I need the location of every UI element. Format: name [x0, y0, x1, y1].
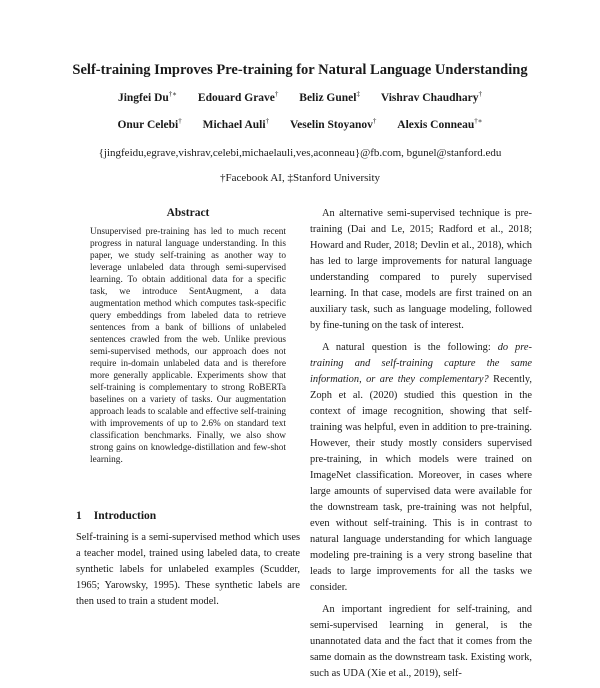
paragraph: Self-training is a semi-supervised method which uses a teacher model, trained using labeled data, to create synthetic labels for unlabeled examples (Scudder, 1965; Yarowsky, 1995). These synthetic labels are then used to train a student model.	[76, 532, 300, 607]
author: Alexis Conneau†∗	[397, 117, 483, 131]
right-column	[310, 206, 532, 688]
author: Michael Auli†	[202, 117, 270, 131]
research-question: do pre-training and self-training capture the same information, or are they complementary?	[310, 342, 532, 385]
author: Beliz Gunel‡	[299, 90, 360, 104]
introduction-text	[76, 530, 300, 610]
author-emails: {jingfeidu,egrave,vishrav,celebi,michaelauli,ves,aconneau}@fb.com, bgunel@stanford.edu	[98, 147, 502, 159]
paragraph: A natural question is the following: do pre-training and self-training capture the same information, or are they complementary? Recently, Zoph et al. (2020) studied this question in the context of image recognition, showing that self-training was helpful, even in addition to pre-training. However, their study mostly considers supervised pre-training, in which models were trained on ImageNet classification. Moreover, in cases where large amounts of supervised data were available for the downstream task, pre-training was not helpful, even without self-training. This is in contrast to natural language understanding for which language modeling pre-training is a very strong baseline that leads to large improvements for all the tasks we consider.	[310, 342, 532, 593]
author: Jingfei Du†∗	[117, 90, 178, 104]
paper-title: Self-training Improves Pre-training for Natural Language Understanding	[72, 62, 528, 78]
author: Veselin Stoyanov†	[289, 117, 377, 131]
affiliations: †Facebook AI, ‡Stanford University	[219, 172, 381, 184]
paragraph: An alternative semi-supervised technique is pre-training (Dai and Le, 2015; Radford et al., 2018; Howard and Ruder, 2018; Devlin et al., 2018), which has led to large improvements for natural language understanding compared to purely supervised learning. In that case, models are first trained on an auxiliary task, such as language modeling, followed by fine-tuning on the task of interest.	[310, 208, 532, 331]
author: Vishrav Chaudhary†	[380, 90, 483, 104]
author: Edouard Grave†	[197, 90, 279, 104]
section-title: Introduction	[93, 510, 157, 522]
author-list-row-1	[0, 90, 600, 104]
section-number: 1	[76, 510, 82, 522]
section-heading-introduction	[76, 510, 156, 522]
abstract-text: Unsupervised pre-training has led to much recent progress in natural language understanding. In this paper, we study self-training as another way to leverage unlabeled data through semi-supervised learning. To obtain additional data for a specific task, we introduce SentAugment, a data augmentation method which computes task-specific query embeddings from labeled data to retrieve sentences from a bank of billions of unlabeled sentences crawled from the web. Unlike previous semi-supervised methods, our approach does not require in-domain unlabeled data and is therefore more generally applicable. Experiments show that self-training is complementary to strong RoBERTa baselines on a variety of tasks. Our augmentation approach leads to scalable and effective self-training with improvements of up to 2.6% on standard text classification benchmarks. Finally, we also show strong gains on knowledge-distillation and few-shot learning.	[90, 227, 286, 465]
abstract-heading: Abstract	[166, 207, 210, 219]
author: Onur Celebi†	[117, 117, 182, 131]
paragraph: An important ingredient for self-training, and semi-supervised learning in general, is the unannotated data and the fact that it comes from the same domain as the downstream task. Existing work, such as UDA (Xie et al., 2019), self-	[310, 604, 532, 679]
author-list-row-2	[0, 117, 600, 131]
